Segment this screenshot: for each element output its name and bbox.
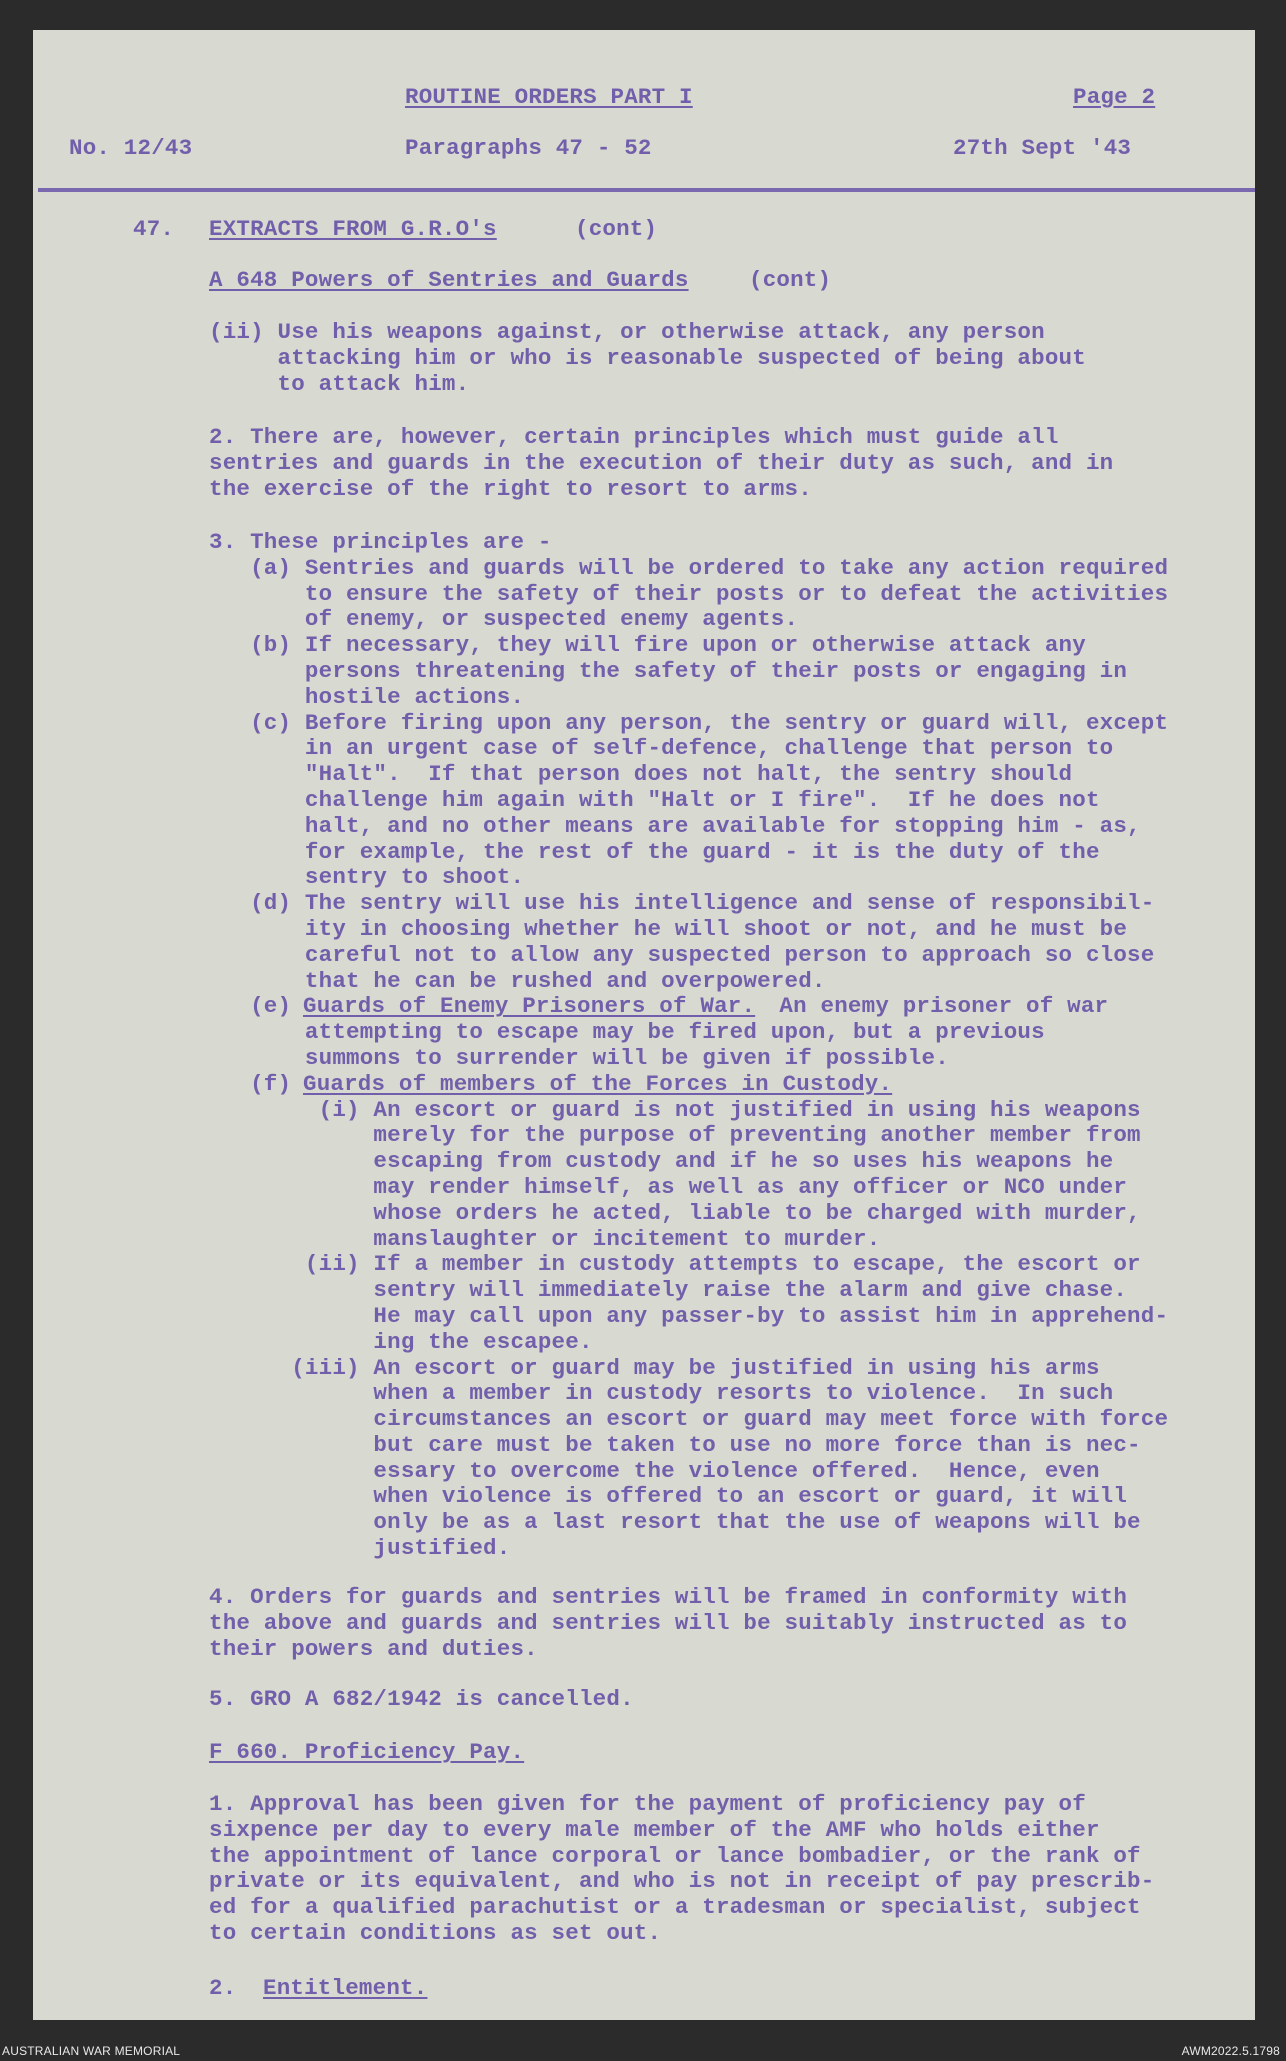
text-line: (b) If necessary, they will fire upon or otherwise attack any <box>209 632 1086 659</box>
para-number: 47. <box>133 216 175 242</box>
text-line: merely for the purpose of preventing another member from <box>209 1122 1141 1149</box>
clause-f-heading: Guards of members of the Forces in Custody. <box>303 1070 893 1097</box>
text-line: only be as a last resort that the use of weapons will be <box>209 1509 1141 1536</box>
text-line: (c) Before firing upon any person, the sentry or guard will, except <box>209 709 1169 736</box>
text-line: sixpence per day to every male member of the AMF who holds either <box>209 1816 1100 1843</box>
text-line: summons to surrender will be given if possible. <box>209 1044 949 1071</box>
text-line: justified. <box>209 1535 511 1562</box>
text-line: in an urgent case of self-defence, challenge that person to <box>209 735 1114 762</box>
text-line: (ii) If a member in custody attempts to escape, the escort or <box>209 1251 1141 1278</box>
clause-ii-block <box>209 320 1086 397</box>
document-page <box>33 30 1255 2020</box>
text-line: 3. These principles are - <box>209 529 552 555</box>
text-line: 1. Approval has been given for the payment of proficiency pay of <box>209 1791 1086 1817</box>
text-line: for example, the rest of the guard - it is the duty of the <box>209 838 1100 865</box>
clause-e-text: An enemy prisoner of war <box>752 993 1109 1020</box>
order-date: 27th Sept '43 <box>953 135 1132 161</box>
text-line: ity in choosing whether he will shoot or not, and he must be <box>209 915 1128 942</box>
clause-e-heading: Guards of Enemy Prisoners of War. <box>303 993 756 1020</box>
text-line: when violence is offered to an escort or guard, it will <box>209 1483 1128 1510</box>
text-line: ing the escapee. <box>209 1328 593 1355</box>
text-line: to attack him. <box>209 370 470 397</box>
f660-paragraph-1 <box>209 1792 1154 1947</box>
text-line: to ensure the safety of their posts or to defeat the activities <box>209 580 1169 607</box>
header-rule <box>38 188 1255 192</box>
paragraph-range: Paragraphs 47 - 52 <box>405 135 652 161</box>
document-title: ROUTINE ORDERS PART I <box>405 84 693 110</box>
paragraph-4 <box>209 1585 1127 1662</box>
text-line: of enemy, or suspected enemy agents. <box>209 606 799 633</box>
text-line: to certain conditions as set out. <box>209 1919 662 1946</box>
order-number: No. 12/43 <box>69 135 193 161</box>
text-line: (d) The sentry will use his intelligence and sense of responsibil- <box>209 890 1155 917</box>
text-line: persons threatening the safety of their posts or engaging in <box>209 657 1128 684</box>
text-line: essary to overcome the violence offered. Hence, even <box>209 1457 1100 1484</box>
text-line: attempting to escape may be fired upon, but a previous <box>209 1019 1045 1046</box>
text-line: (i) An escort or guard is not justified in using his weapons <box>209 1096 1141 1123</box>
page-number: Page 2 <box>1073 84 1156 110</box>
paragraph-5: 5. GRO A 682/1942 is cancelled. <box>209 1686 634 1712</box>
f660-p2-heading: Entitlement. <box>263 1975 428 2001</box>
text-line: manslaughter or incitement to murder. <box>209 1225 881 1252</box>
text-line: private or its equivalent, and who is not in receipt of pay prescrib- <box>209 1868 1155 1895</box>
text-line: may render himself, as well as any officer or NCO under <box>209 1173 1128 1200</box>
footer-reference: AWM2022.5.1798 <box>1181 2044 1280 2058</box>
text-line: escaping from custody and if he so uses his weapons he <box>209 1148 1114 1175</box>
text-line: (iii) An escort or guard may be justified in using his arms <box>209 1354 1100 1381</box>
f660-paragraph-2 <box>209 1976 609 2002</box>
text-line: sentry to shoot. <box>209 864 525 891</box>
text-line: hostile actions. <box>209 683 525 710</box>
text-line: circumstances an escort or guard may meet force with force <box>209 1406 1169 1433</box>
text-line: ed for a qualified parachutist or a tradesman or specialist, subject <box>209 1894 1141 1921</box>
clause-e-heading-line <box>209 994 1168 1020</box>
text-line: the exercise of the right to resort to arms. <box>209 475 812 502</box>
text-line: attacking him or who is reasonable suspected of being about <box>209 344 1086 371</box>
sub-heading: A 648 Powers of Sentries and Guards <box>209 267 689 293</box>
clause-f-heading-line <box>209 1072 1168 1098</box>
text-line: 2. There are, however, certain principles which must guide all <box>209 424 1059 450</box>
text-line: but care must be taken to use no more force than is nec- <box>209 1431 1141 1458</box>
text-line: He may call upon any passer-by to assist him in apprehend- <box>209 1302 1169 1329</box>
paragraph-3 <box>209 530 1168 1562</box>
text-line: careful not to allow any suspected person to approach so close <box>209 941 1155 968</box>
text-line: challenge him again with "Halt or I fire". If he does not <box>209 786 1100 813</box>
clause-f-label: (f) <box>209 1070 305 1097</box>
text-line: that he can be rushed and overpowered. <box>209 967 826 994</box>
text-line: whose orders he acted, liable to be charged with murder, <box>209 1199 1141 1226</box>
text-line: sentries and guards in the execution of their duty as such, and in <box>209 449 1114 476</box>
text-line: halt, and no other means are available for stopping him - as, <box>209 812 1141 839</box>
text-line: their powers and duties. <box>209 1635 538 1662</box>
text-line: sentry will immediately raise the alarm and give chase. <box>209 1277 1128 1304</box>
sub-heading-suffix: (cont) <box>749 267 832 293</box>
paragraph-2 <box>209 425 1113 502</box>
text-line: when a member in custody resorts to violence. In such <box>209 1380 1114 1407</box>
text-line: (ii) Use his weapons against, or otherwise attack, any person <box>209 319 1045 345</box>
text-line: the above and guards and sentries will be suitably instructed as to <box>209 1609 1128 1636</box>
text-line: (a) Sentries and guards will be ordered to take any action required <box>209 554 1169 581</box>
f660-heading: F 660. Proficiency Pay. <box>209 1739 525 1765</box>
clause-e-label: (e) <box>209 993 305 1020</box>
f660-p2-number: 2. <box>209 1975 251 2001</box>
text-line: the appointment of lance corporal or lance bombadier, or the rank of <box>209 1842 1141 1869</box>
text-line: 4. Orders for guards and sentries will be framed in conformity with <box>209 1584 1128 1610</box>
section-heading-suffix: (cont) <box>575 216 658 242</box>
footer-archive-name: AUSTRALIAN WAR MEMORIAL <box>2 2044 181 2058</box>
text-line: "Halt". If that person does not halt, the sentry should <box>209 761 1073 788</box>
section-heading: EXTRACTS FROM G.R.O's <box>209 216 497 242</box>
